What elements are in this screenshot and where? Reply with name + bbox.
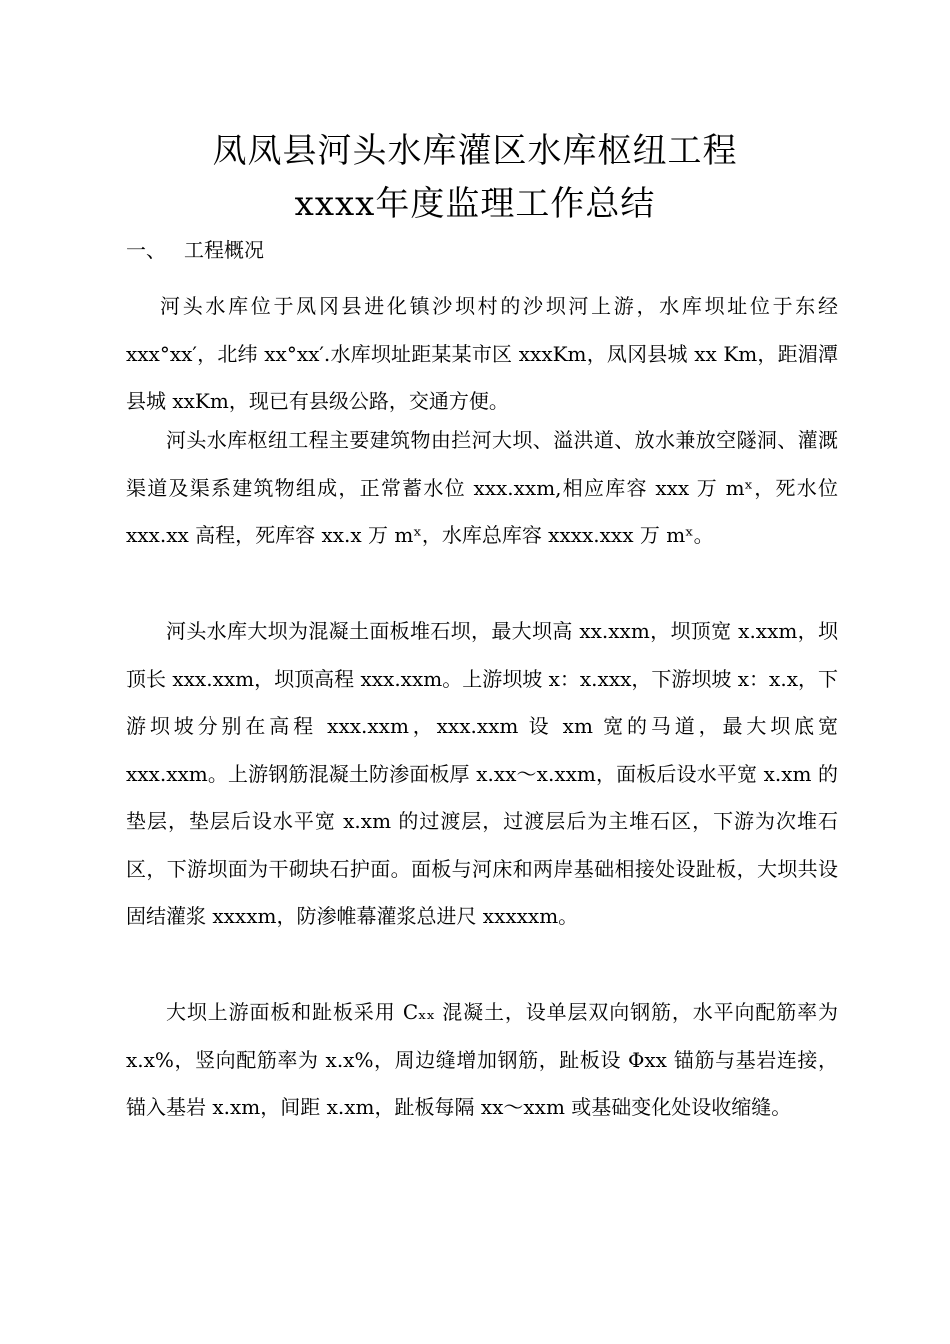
document-title-line-1: 凤凤县河头水库灌区水库枢纽工程 — [212, 131, 738, 171]
paragraph-main-structures: 河头水库枢纽工程主要建筑物由拦河大坝、溢洪道、放水兼放空隧洞、灌溉渠道及渠系建筑物组成，正常蓄水位 xxx.xxm,相应库容 xxx 万 mˣ，死水位 xxx.xx 高程，死库容 xx.x 万 mˣ，水库总库容 xxxx.xxx 万 mˣ。 — [126, 428, 838, 547]
paragraph-dam-description: 河头水库大坝为混凝土面板堆石坝，最大坝高 xx.xxm，坝顶宽 x.xxm，坝顶长 xxx.xxm，坝顶高程 xxx.xxm。上游坝坡 x：x.xxx，下游坝坡 x：x.x，下游坝坡分别在高程 xxx.xxm，xxx.xxm 设 xm 宽的马道，最大坝底宽 xxx.xxm。上游钢筋混凝土防渗面板厚 x.xx～x.xxm，面板后设水平宽 x.xm 的垫层，垫层后设水平宽 x.xm 的过渡层，过渡层后为主堆石区，下游为次堆石区，下游坝面为干砌块石护面。面板与河床和两岸基础相接处设趾板，大坝共设固结灌浆 xxxxm，防渗帷幕灌浆总进尺 xxxxxm。 — [126, 619, 838, 928]
paragraph-location: 河头水库位于凤冈县进化镇沙坝村的沙坝河上游，水库坝址位于东经xxx°xx′，北纬 xx°xx′.水库坝址距某某市区 xxxKm，凤冈县城 xx Km，距湄潭县城 xxKm，现已有县级公路，交通方便。 — [126, 294, 838, 413]
section-heading — [126, 236, 264, 264]
document-title-line-2: xxxx年度监理工作总结 — [294, 184, 656, 224]
section-heading-text: 工程概况 — [184, 238, 264, 262]
section-number: 一、 — [126, 238, 166, 262]
paragraph-panel-reinforcement: 大坝上游面板和趾板采用 Cₓₓ 混凝土，设单层双向钢筋，水平向配筋率为 x.x%，竖向配筋率为 x.x%，周边缝增加钢筋，趾板设 Φxx 锚筋与基岩连接，锚入基岩 x.xm，间距 x.xm，趾板每隔 xx～xxm 或基础变化处设收缩缝。 — [126, 1000, 838, 1119]
